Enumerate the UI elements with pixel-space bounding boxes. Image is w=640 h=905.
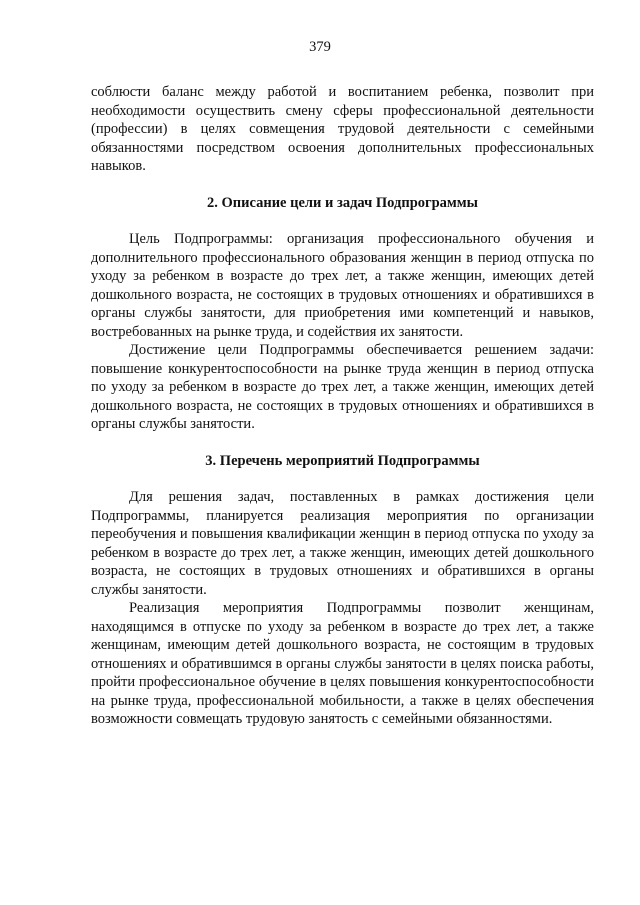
section-2-paragraph-task: Достижение цели Подпрограммы обеспечивается решением задачи: повышение конкурентоспособности на рынке труда женщин в период отпуска по уходу за ребенком в возрасте до трех лет, а также женщин, имеющих детей дошкольного возраста, не состоящих в трудовых отношениях и обратившихся в органы службы занятости. [91,342,594,432]
section-3-paragraph-measures: Для решения задач, поставленных в рамках достижения цели Подпрограммы, планируется реализация мероприятия по организации переобучения и повышения квалификации женщин в период отпуска по уходу за ребенком в возрасте до трех лет, а также женщин, имеющих детей дошкольного возраста, не состоящих в трудовых отношениях и обратившихся в органы службы занятости. [91,489,594,598]
section-2-paragraph-goal: Цель Подпрограммы: организация профессионального обучения и дополнительного профессионального образования женщин в период отпуска по уходу за ребенком в возрасте до трех лет, а также женщин, имеющих детей дошкольного возраста, не состоящих в трудовых отношениях и обратившихся в органы службы занятости, для приобретения ими компетенций и навыков, востребованных на рынке труда, и содействия их занятости. [91,231,594,340]
section-3-paragraph-implementation: Реализация мероприятия Подпрограммы позволит женщинам, находящимся в отпуске по уходу за ребенком в возрасте до трех лет, а также женщинам, имеющим детей дошкольного возраста, не состоящим в трудовых отношениях и обратившимся в органы службы занятости в целях поиска работы, пройти профессиональное обучение в целях повышения конкурентоспособности на рынке труда, профессиональной мобильности, а также в целях обеспечения возможности совмещать трудовую занятость с семейными обязанностями. [91,600,594,727]
document-body [91,83,594,729]
section-2-heading: 2. Описание цели и задач Подпрограммы [207,194,478,211]
page-number: 379 [309,39,331,55]
section-3-heading: 3. Перечень мероприятий Подпрограммы [205,452,480,469]
intro-paragraph: соблюсти баланс между работой и воспитанием ребенка, позволит при необходимости осуществить смену сферы профессиональной деятельности (профессии) в целях совмещения трудовой деятельности с семейными обязанностями посредством освоения дополнительных профессиональных навыков. [91,84,594,174]
